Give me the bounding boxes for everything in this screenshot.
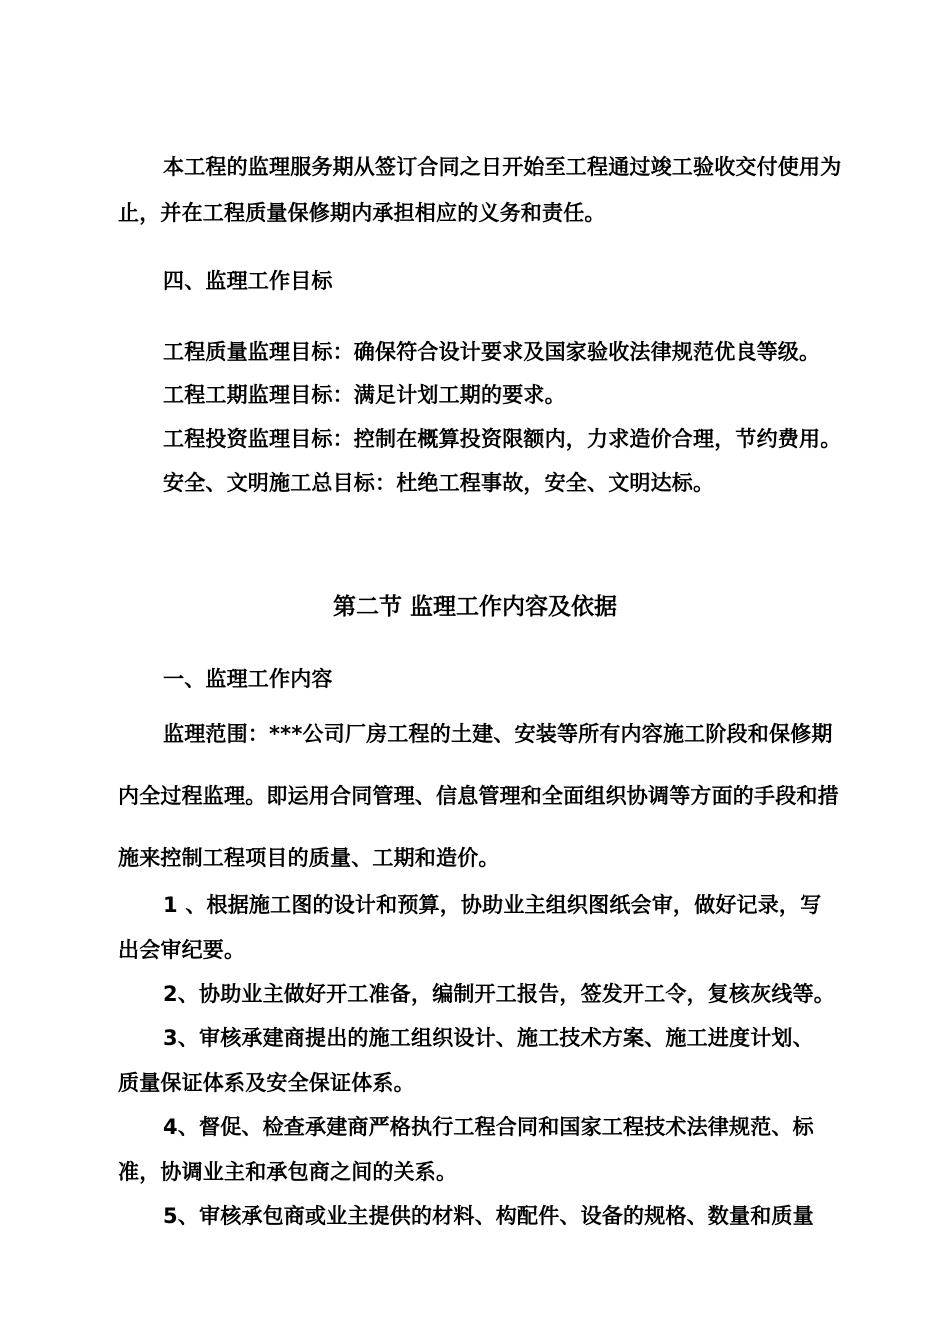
item-1-line-2: 出会审纪要。 bbox=[118, 938, 246, 962]
scope-line-1: 监理范围：***公司厂房工程的土建、安装等所有内容施工阶段和保修期 bbox=[163, 722, 833, 746]
service-period-line-1: 本工程的监理服务期从签订合同之日开始至工程通过竣工验收交付使用为 bbox=[163, 155, 842, 179]
item-4-line-1: 4、督促、检查承建商严格执行工程合同和国家工程技术法律规范、标 bbox=[163, 1115, 814, 1139]
item-5-line-1: 5、审核承包商或业主提供的材料、构配件、设备的规格、数量和质量 bbox=[163, 1204, 814, 1228]
item-3-line-2: 质量保证体系及安全保证体系。 bbox=[118, 1071, 415, 1095]
item-4-line-2: 准，协调业主和承包商之间的关系。 bbox=[118, 1160, 458, 1184]
item-2-line-1: 2、协助业主做好开工准备，编制开工报告，签发开工令，复核灰线等。 bbox=[163, 982, 836, 1006]
item-3-line-1: 3、审核承建商提出的施工组织设计、施工技术方案、施工进度计划、 bbox=[163, 1026, 814, 1050]
chapter-title: 第二节 监理工作内容及依据 bbox=[332, 594, 617, 620]
schedule-goal: 工程工期监理目标：满足计划工期的要求。 bbox=[163, 383, 566, 407]
item-1-line-1: 1 、根据施工图的设计和预算，协助业主组织图纸会审，做好记录，写 bbox=[163, 893, 822, 917]
goals-section-title: 四、监理工作目标 bbox=[163, 269, 333, 293]
content-section-title: 一、监理工作内容 bbox=[163, 667, 333, 691]
scope-line-3: 施来控制工程项目的质量、工期和造价。 bbox=[118, 846, 500, 870]
investment-goal: 工程投资监理目标：控制在概算投资限额内，力求造价合理，节约费用。 bbox=[163, 427, 842, 451]
safety-goal: 安全、文明施工总目标：杜绝工程事故，安全、文明达标。 bbox=[163, 471, 715, 495]
quality-goal: 工程质量监理目标：确保符合设计要求及国家验收法律规范优良等级。 bbox=[163, 340, 821, 364]
service-period-line-2: 止，并在工程质量保修期内承担相应的义务和责任。 bbox=[118, 201, 606, 225]
scope-line-2: 内全过程监理。即运用合同管理、信息管理和全面组织协调等方面的手段和措 bbox=[118, 784, 839, 808]
